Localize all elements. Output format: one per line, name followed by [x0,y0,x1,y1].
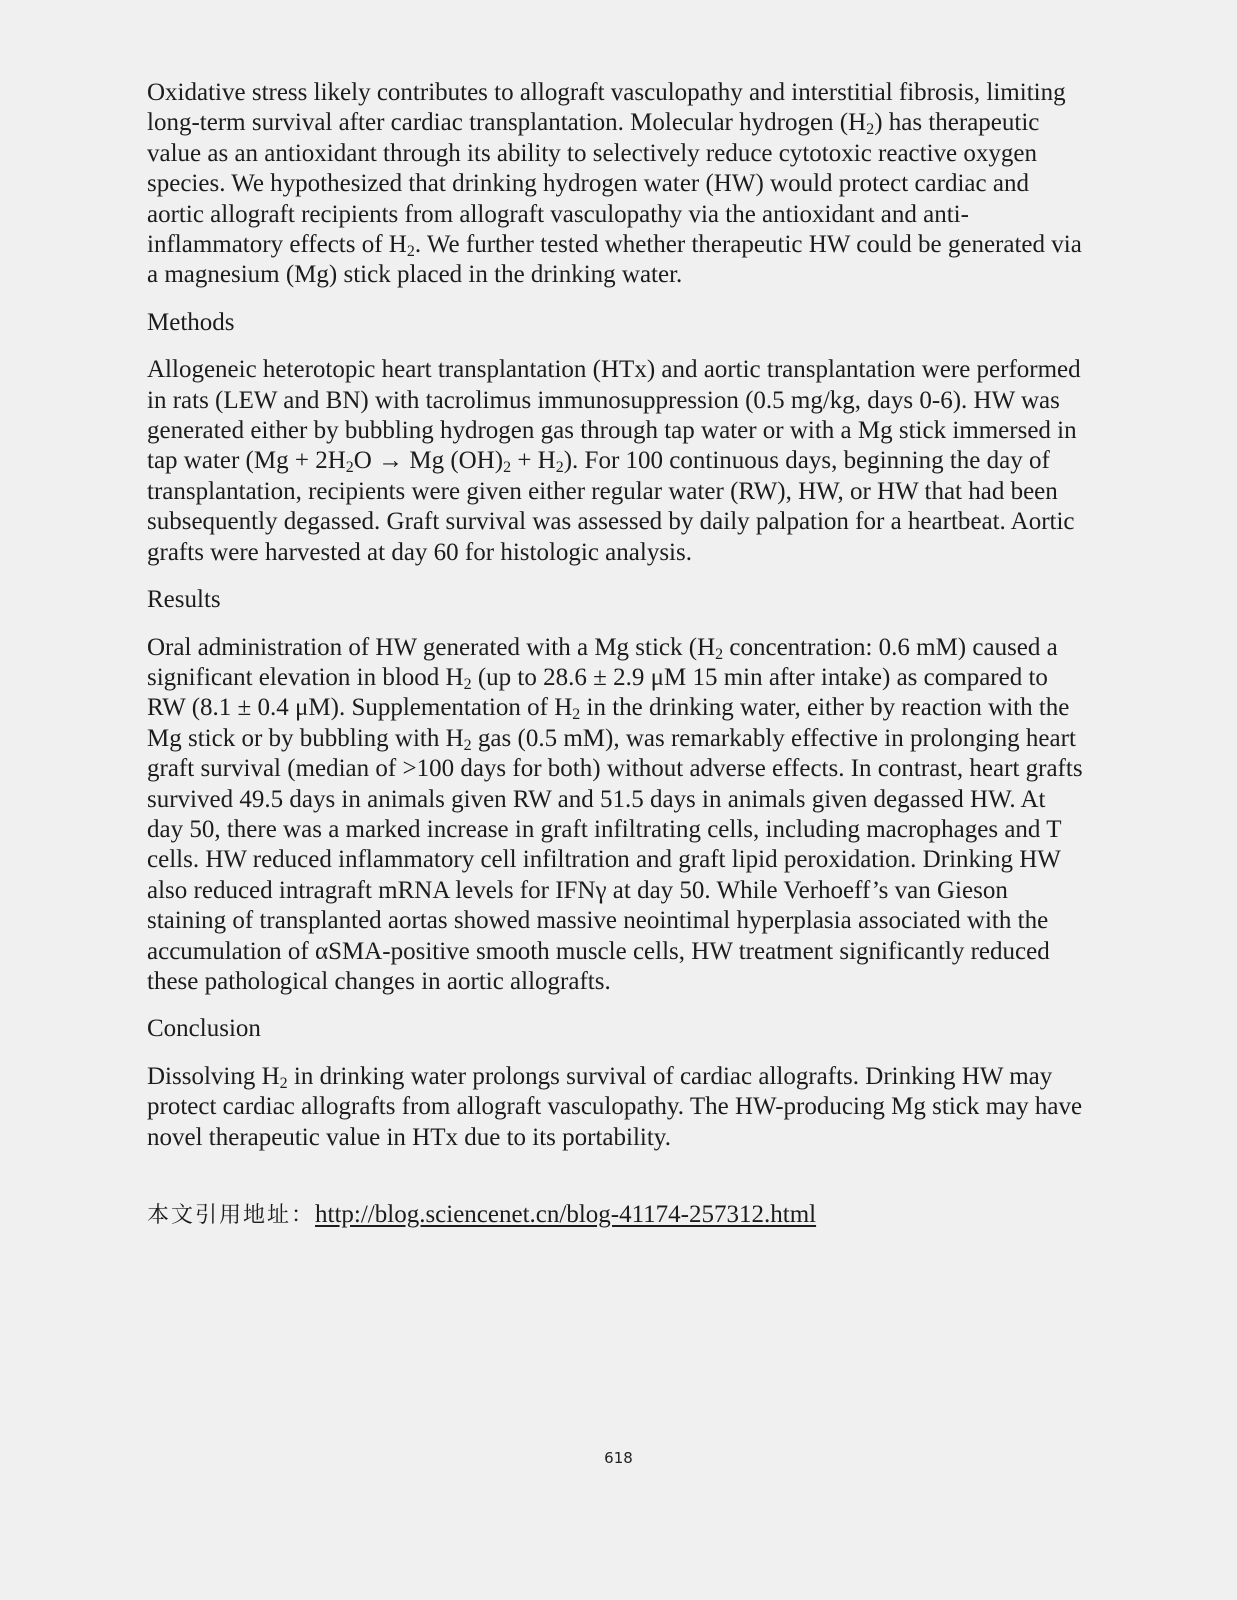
subscript: 2 [715,645,724,663]
subscript: 2 [463,736,472,754]
text-run: in drinking water prolongs survival of cardiac allografts. Drinking HW may protect cardiac allografts from allograft vasculopathy. The HW-producing Mg stick may have novel therapeutic value in HTx due to its portability. [147,1062,1083,1151]
citation-label: 本文引用地址： [147,1203,316,1228]
text-run: Dissolving H [147,1062,280,1090]
text-run: . We further tested whether therapeutic HW could be generated via a magnesium (Mg) stick placed in the drinking water. [147,231,1082,289]
results-heading: Results [147,586,221,614]
background-paragraph [147,78,1087,291]
text-run: concentration: 0.6 mM) caused a significant elevation in blood H [147,633,1058,691]
text-run: Oral administration of HW generated with a Mg stick (H [147,633,716,661]
text-run: O → Mg (OH) [353,447,504,475]
text-run: ) has therapeutic value as an antioxidant through its ability to selectively reduce cytotoxic reactive oxygen species. We hypothesized that drinking hydrogen water (HW) would protect cardiac and aortic allograft recipients from allograft vasculopathy via the antioxidant and anti-inflammatory effects of H [147,109,1040,259]
citation-link[interactable]: http://blog.sciencenet.cn/blog-41174-257312.html [315,1201,817,1228]
subscript: 2 [463,675,472,693]
text-run: Allogeneic heterotopic heart transplantation (HTx) and aortic transplantation were performed in rats (LEW and BN) with tacrolimus immunosuppression (0.5 mg/kg, days 0-6). HW was generated either by bubbling hydrogen gas through tap water or with a Mg stick immersed in tap water (Mg + 2H [147,356,1081,475]
subscript: 2 [345,459,354,477]
text-run: in the drinking water, either by reaction with the Mg stick or by bubbling with H [147,694,1070,752]
page-number: 618 [604,1449,633,1467]
conclusion-paragraph [147,1062,1087,1153]
text-run: ). For 100 continuous days, beginning the day of transplantation, recipients were given either regular water (RW), HW, or HW that had been subsequently degassed. Graft survival was assessed by daily palpation for a heartbeat. Aortic grafts were harvested at day 60 for histologic analysis. [147,447,1075,566]
methods-paragraph [147,355,1087,568]
subscript: 2 [866,121,875,139]
text-run: + H [511,447,556,475]
conclusion-heading: Conclusion [147,1015,261,1043]
results-paragraph [147,633,1087,998]
subscript: 2 [406,243,415,261]
subscript: 2 [503,459,512,477]
abstract-body [147,78,1087,1231]
text-run: gas (0.5 mM), was remarkably effective in prolonging heart graft survival (median of >100 days for both) without adverse effects. In contrast, heart grafts survived 49.5 days in animals given RW and 51.5 days in animals given degassed HW. At day 50, there was a marked increase in graft infiltrating cells, including macrophages and T cells. HW reduced inflammatory cell infiltration and graft lipid peroxidation. Drinking HW also reduced intragraft mRNA levels for IFNγ at day 50. While Verhoeff’s van Gieson staining of transplanted aortas showed massive neointimal hyperplasia associated with the accumulation of αSMA-positive smooth muscle cells, HW treatment significantly reduced these pathological changes in aortic allografts. [147,724,1083,995]
methods-heading: Methods [147,308,235,336]
subscript: 2 [279,1074,288,1092]
citation-line [147,1200,1087,1231]
subscript: 2 [555,459,564,477]
subscript: 2 [572,706,581,724]
text-run: Oxidative stress likely contributes to allograft vasculopathy and interstitial fibrosis, limiting long-term survival after cardiac transplantation. Molecular hydrogen (H [147,79,1066,137]
text-run: (up to 28.6 ± 2.9 μM 15 min after intake) as compared to RW (8.1 ± 0.4 μM). Supplementation of H [147,663,1048,722]
